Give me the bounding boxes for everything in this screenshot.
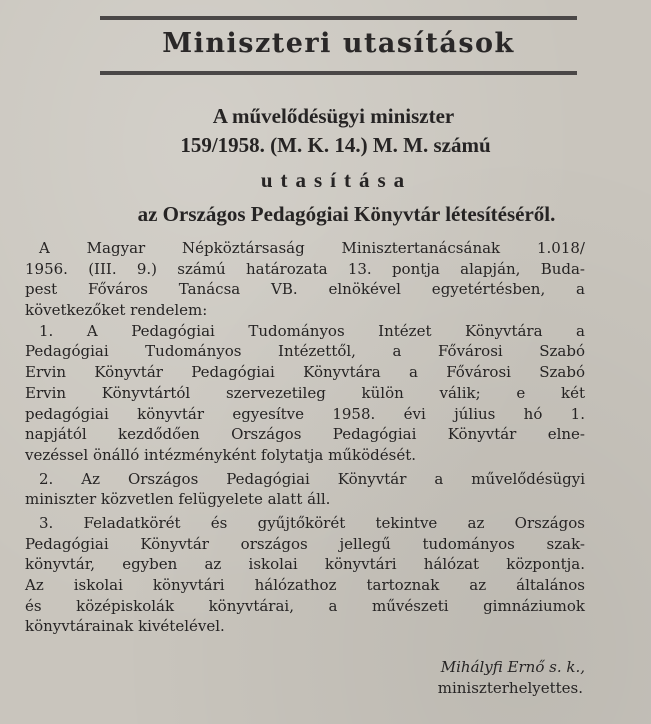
- body-text: [25, 238, 585, 637]
- text-line: és középiskolák könyvtárai, a művészeti gimnáziumok: [25, 596, 585, 615]
- signatory-name: Mihályfi Ernő s. k.,: [440, 658, 585, 676]
- paragraph-3: [25, 513, 585, 637]
- section-title: Miniszteri utasítások: [162, 28, 515, 59]
- text-line: könyvtárainak kivételével.: [25, 617, 225, 636]
- text-line: 1956. (III. 9.) számú határozata 13. pontja alapján, Buda-: [25, 259, 585, 278]
- top-rule: [100, 16, 577, 20]
- title-line-1: A művelődésügyi miniszter: [212, 104, 455, 128]
- signature-block: [438, 657, 585, 699]
- text-line: Az iskolai könyvtári hálózathoz tartoznak az általános: [25, 576, 585, 594]
- text-line: napjától kezdődően Országos Pedagógiai Könyvtár elne-: [25, 425, 585, 444]
- text-line: Pedagógiai Könyvtár országos jellegű tudományos szak-: [25, 534, 585, 553]
- text-line: következőket rendelem:: [25, 301, 208, 320]
- title-line-3: utasítása: [260, 168, 413, 192]
- bottom-rule: [100, 71, 577, 75]
- text-line: pedagógiai könyvtár egyesítve 1958. évi július hó 1.: [25, 404, 585, 423]
- text-line: 2. Az Országos Pedagógiai Könyvtár a művelődésügyi: [39, 469, 585, 488]
- text-line: könyvtár, egyben az iskolai könyvtári hálózat központja.: [25, 555, 585, 574]
- paragraph-1: [25, 321, 585, 466]
- text-line: pest Főváros Tanácsa VB. elnökével egyetértésben, a: [25, 280, 585, 299]
- signatory-title: miniszterhelyettes.: [437, 679, 583, 697]
- title-line-2: 159/1958. (M. K. 14.) M. M. számú: [180, 133, 491, 157]
- text-line: Pedagógiai Tudományos Intézettől, a Fővárosi Szabó: [25, 342, 585, 361]
- text-line: A Magyar Népköztársaság Minisztertanácsának 1.018/: [39, 239, 585, 257]
- paragraph-preamble: [25, 238, 585, 321]
- paragraph-2: [25, 469, 585, 510]
- text-line: 3. Feladatkörét és gyűjtőkörét tekintve az Országos: [39, 513, 585, 532]
- text-line: Ervin Könyvtár Pedagógiai Könyvtára a Fővárosi Szabó: [25, 363, 585, 382]
- text-line: vezéssel önálló intézményként folytatja működését.: [25, 445, 416, 464]
- title-line-4: az Országos Pedagógiai Könyvtár létesítéséről.: [137, 202, 556, 226]
- text-line: Ervin Könyvtártól szervezetileg külön válik; e két: [25, 383, 585, 402]
- text-line: 1. A Pedagógiai Tudományos Intézet Könyvtára a: [39, 321, 585, 340]
- text-line: miniszter közvetlen felügyelete alatt áll.: [25, 490, 331, 509]
